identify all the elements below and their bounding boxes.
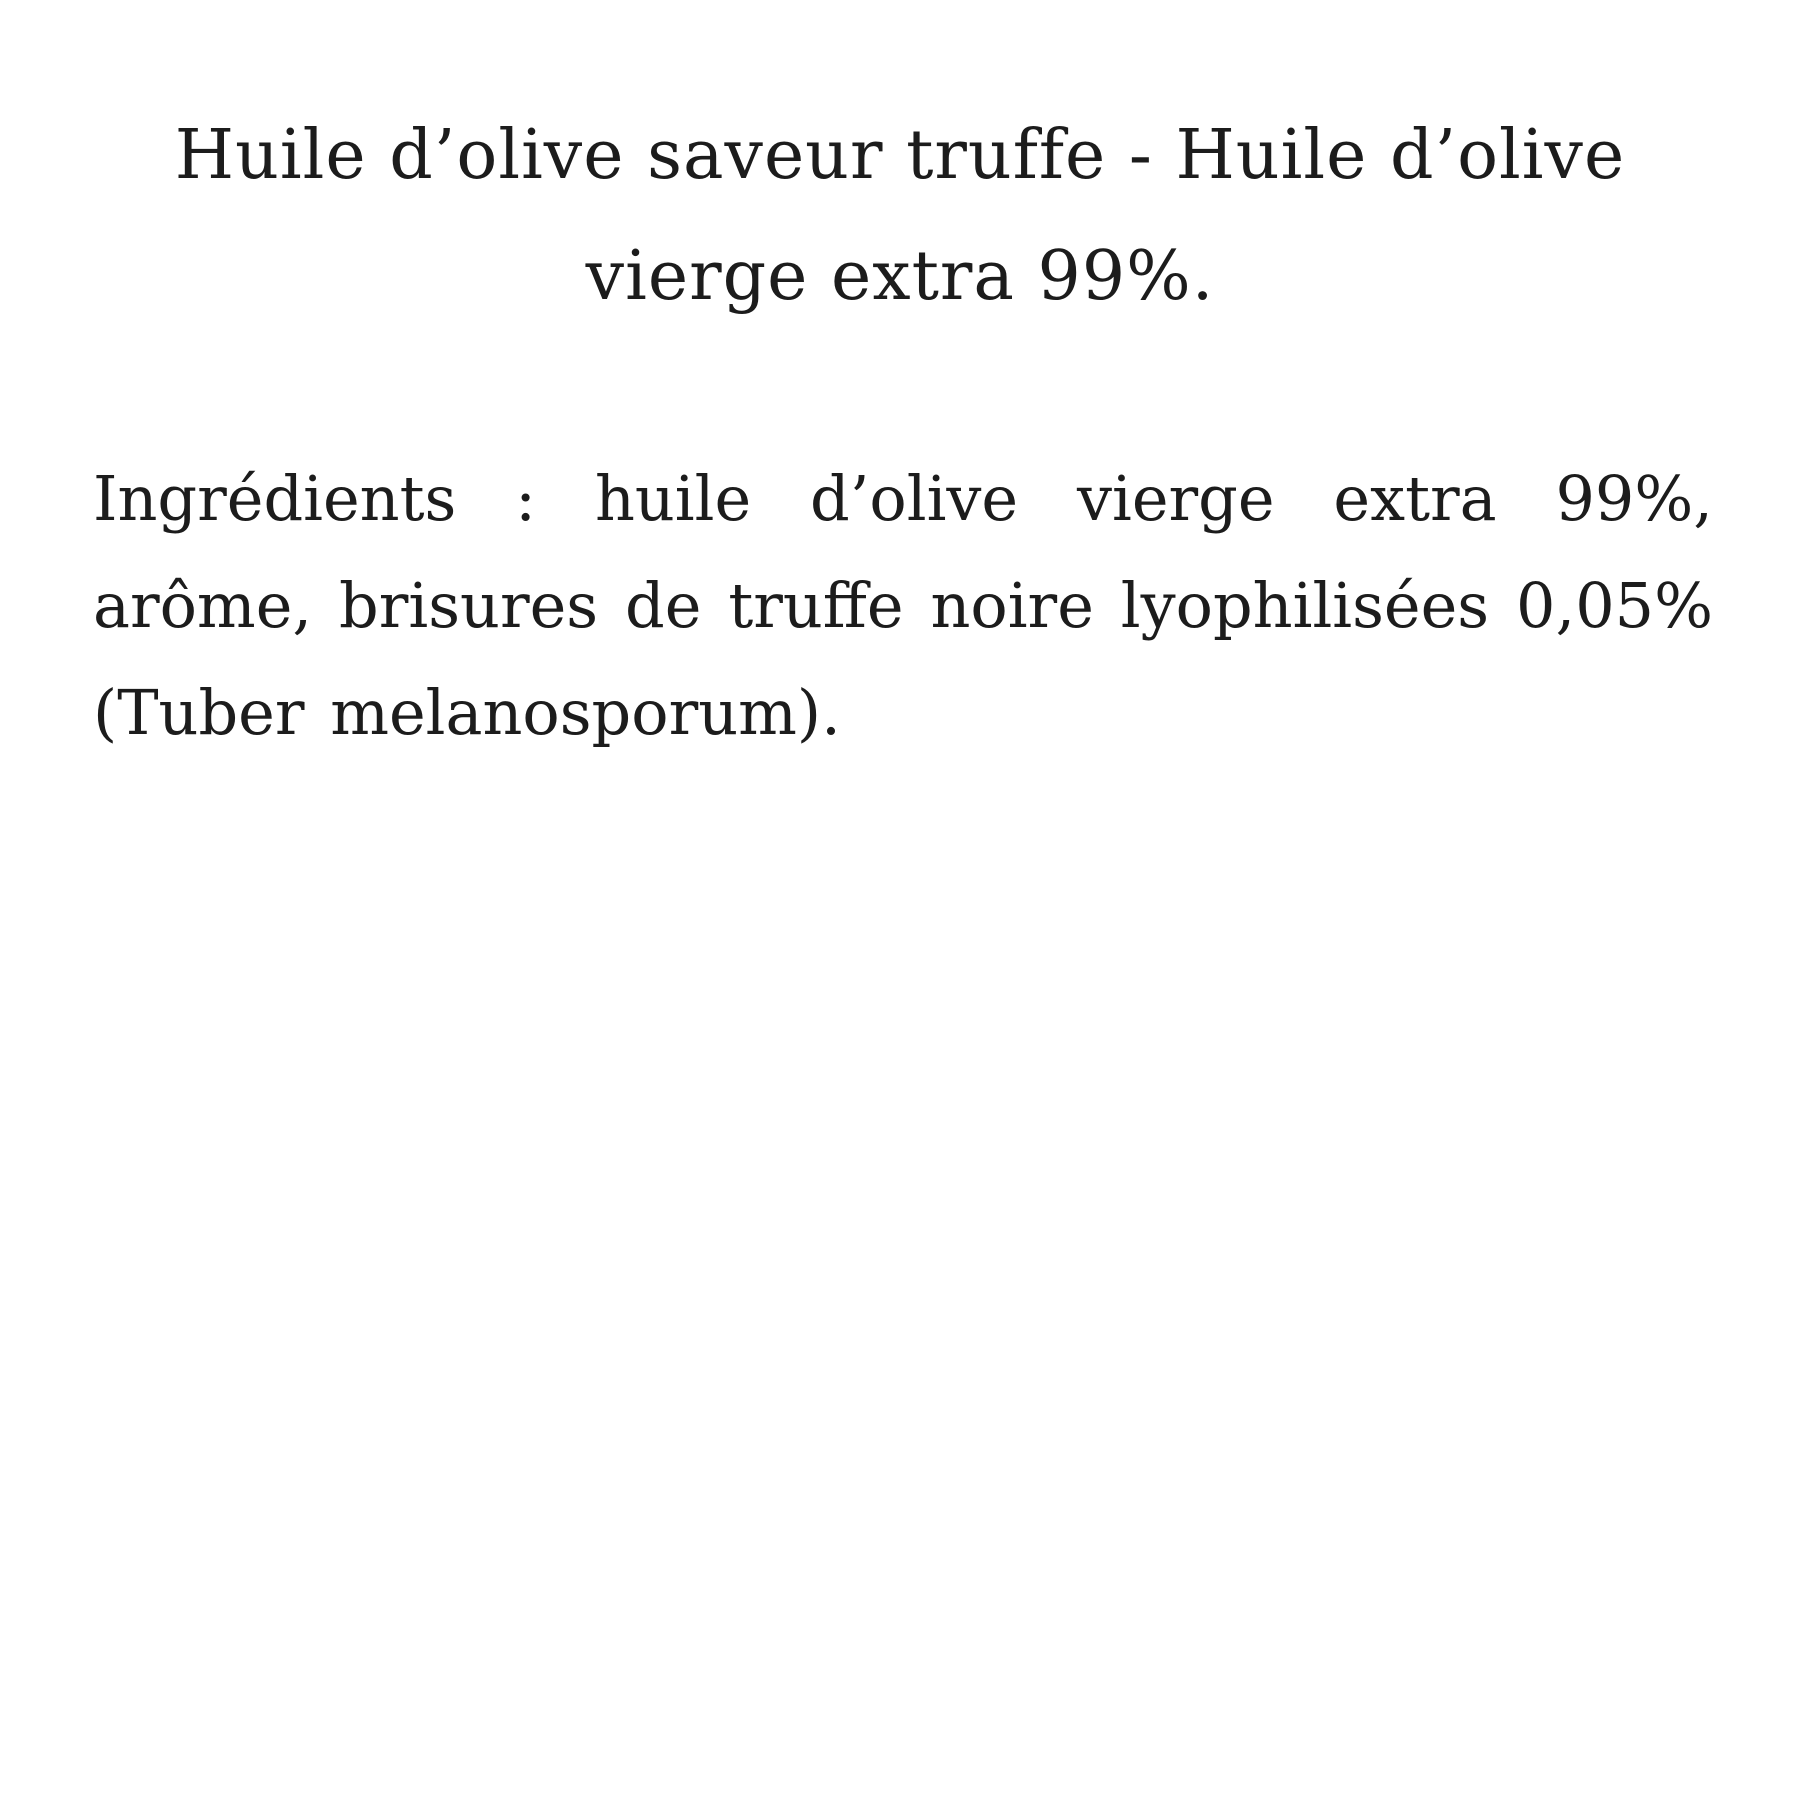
product-title: Huile d’olive saveur truffe - Huile d’olive vierge extra 99%. (174, 116, 1626, 316)
ingredients-text: Ingrédients : huile d’olive vierge extra 99%, arôme, brisures de truffe noire lyophilisées 0,05% (Tuber melanosporum). (93, 462, 1713, 749)
